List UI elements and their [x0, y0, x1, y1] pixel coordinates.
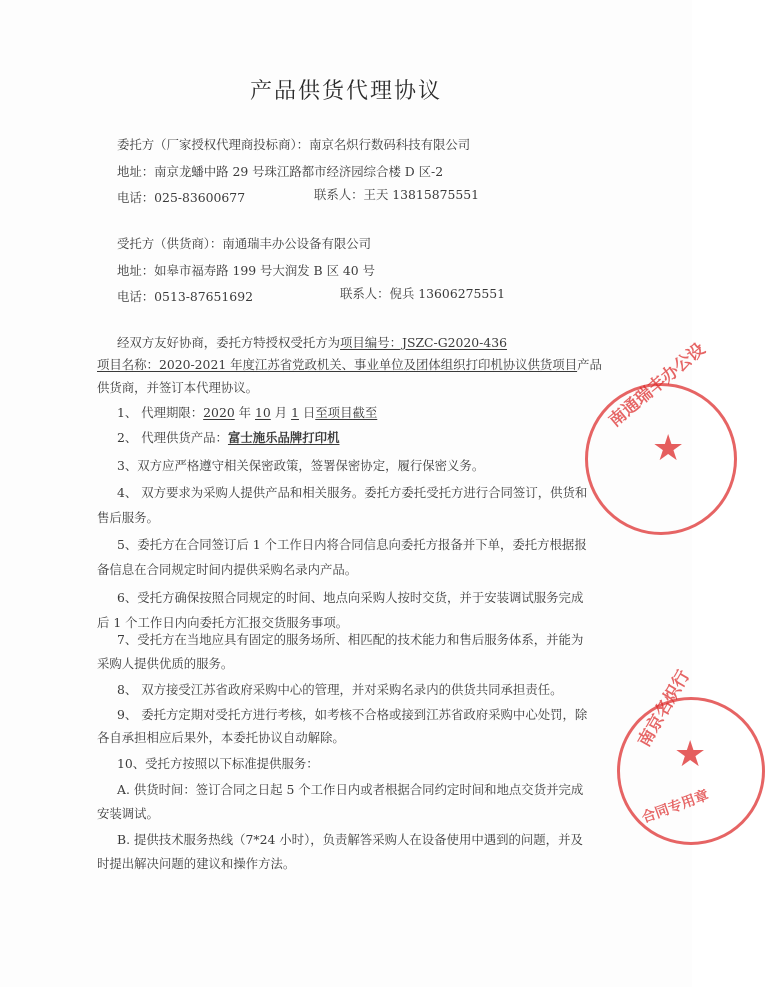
principal-name-line	[117, 137, 470, 153]
item-9-line-1: 9、 委托方定期对受托方进行考核，如考核不合格或接到江苏省政府采购中心处罚，除	[117, 707, 588, 722]
item-5-line-1: 5、委托方在合同签订后 1 个工作日内将合同信息向委托方报备并下单，委托方根据报	[117, 537, 587, 552]
agent-company: 南通瑞丰办公设备有限公司	[222, 236, 372, 251]
item-4-line-1: 4、 双方要求为采购人提供产品和相关服务。委托方委托受托方进行合同签订，供货和	[117, 485, 588, 500]
item-1-month-unit: 月	[270, 405, 292, 420]
item-1-month: 10	[255, 405, 271, 420]
item-2	[117, 430, 339, 446]
item-b-line-1: B. 提供技术服务热线（7*24 小时），负责解答采购人在设备使用中遇到的问题，并及	[117, 832, 583, 847]
intro-line-1	[117, 335, 507, 351]
document-title: 产品供货代理协议	[249, 79, 442, 104]
agent-phone: 电话：0513-87651692	[117, 289, 253, 304]
intro-line-3: 供货商，并签订本代理协议。	[97, 380, 259, 395]
item-1-year-unit: 年	[234, 405, 255, 420]
item-7-line-2: 采购人提供优质的服务。	[97, 656, 234, 671]
item-1-day-unit: 日	[298, 405, 316, 420]
intro-line-2	[97, 357, 602, 373]
project-name: 项目名称：2020-2021 年度江苏省党政机关、事业单位及团体组织打印机协议供货项目	[97, 357, 578, 372]
item-6-line-2: 后 1 个工作日内向委托方汇报交货服务事项。	[97, 615, 349, 630]
item-4-line-2: 售后服务。	[97, 510, 159, 525]
item-a-line-1: A. 供货时间：签订合同之日起 5 个工作日内或者根据合同约定时间和地点交货并完成	[117, 782, 584, 797]
item-2-product: 富士施乐品牌打印机	[227, 430, 340, 445]
item-9-line-2: 各自承担相应后果外，本委托协议自动解除。	[97, 730, 345, 745]
seal-1-text: 南通瑞丰办公设	[605, 339, 710, 432]
item-6-line-1: 6、受托方确保按照合同规定的时间、地点向采购人按时交货，并于安装调试服务完成	[117, 590, 584, 605]
item-1	[117, 405, 377, 421]
principal-address: 地址：南京龙蟠中路 29 号珠江路都市经济园综合楼 D 区-2	[117, 164, 444, 179]
item-10: 10、受托方按照以下标准提供服务：	[117, 756, 319, 771]
principal-company: 南京名炽行数码科技有限公司	[309, 137, 471, 152]
item-1-day: 1	[291, 405, 299, 420]
seal-2-text: 南京名炽行	[634, 666, 695, 751]
item-1-year: 2020	[203, 405, 235, 420]
intro-text-2: 产品	[577, 357, 602, 372]
item-1-label: 1、 代理期限：	[117, 405, 204, 420]
contract-seal	[617, 666, 765, 845]
agent-contact: 联系人：倪兵 13606275551	[340, 286, 505, 301]
seal-star-icon: ★	[652, 428, 685, 469]
item-7-line-1: 7、受托方在当地应具有固定的服务场所、相匹配的技术能力和售后服务体系，并能为	[117, 632, 584, 647]
principal-phone: 电话：025-83600677	[117, 190, 246, 205]
seal-2-subtext: 合同专用章	[639, 787, 711, 827]
intro-text: 经双方友好协商，委托方特授权受托方为	[117, 335, 341, 350]
principal-label: 委托方（厂家授权代理商投标商）：	[117, 137, 310, 152]
item-b-line-2: 时提出解决问题的建议和操作方法。	[97, 856, 296, 871]
project-number: 项目编号：JSZC-G2020-436	[340, 335, 507, 350]
agent-name-line	[117, 236, 371, 252]
principal-contact: 联系人：王天 13815875551	[314, 187, 479, 202]
item-8: 8、 双方接受江苏省政府采购中心的管理，并对采购名录内的供货共同承担责任。	[117, 682, 563, 697]
item-2-label: 2、 代理供货产品：	[117, 430, 228, 445]
item-a-line-2: 安装调试。	[97, 806, 159, 821]
seal-star-icon: ★	[674, 734, 707, 775]
item-3: 3、双方应严格遵守相关保密政策，签署保密协定，履行保密义务。	[117, 458, 485, 473]
agent-address: 地址：如皋市福寿路 199 号大润发 B 区 40 号	[117, 263, 376, 278]
agent-label: 受托方（供货商）：	[117, 236, 223, 251]
item-5-line-2: 备信息在合同规定时间内提供采购名录内产品。	[97, 562, 358, 577]
item-1-end: 至项目截至	[315, 405, 378, 420]
